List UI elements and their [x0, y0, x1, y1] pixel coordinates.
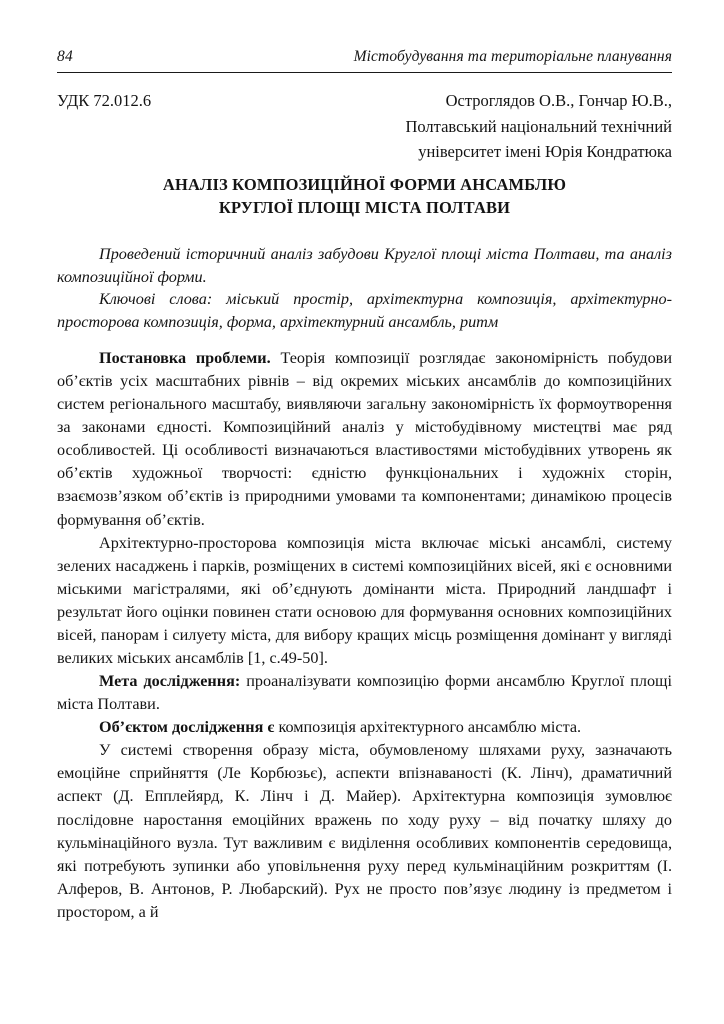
- article-title-line-1: АНАЛІЗ КОМПОЗИЦІЙНОЇ ФОРМИ АНСАМБЛЮ: [162, 175, 567, 194]
- paragraph-text-research-object: композиція архітектурного ансамблю міста.: [274, 718, 582, 737]
- running-head: [57, 48, 672, 65]
- article-title: [57, 173, 672, 220]
- paragraph-text-problem-statement: Теорія композиції розглядає закономірність побудови об’єктів усіх масштабних рівнів – від окремих міських ансамблів до композиційних систем регіонального масштабу, виявляючи загальну закономірність їх формоутворення за законами єдності. Композиційний аналіз у містобудівному мистецтві має ряд особливостей. Ці особливості визначаються властивостями містобудівних утворень як об’єктів художньої творчості: єдністю функціональних і художніх сторін, взаємозв’язком об’єктів із природними умовами та компонентами; динамікою процесів формування об’єктів.: [57, 349, 672, 529]
- institution-line-2: університет імені Юрія Кондратюка: [418, 142, 672, 162]
- abstract-summary: Проведений історичний аналіз забудови Круглої площі міста Полтави, та аналіз композиційної форми.: [57, 245, 672, 286]
- paragraph-text-research-aim: проаналізувати композицію форми ансамблю Круглої площі міста Полтави.: [57, 672, 672, 714]
- paragraph-research-object: [57, 716, 672, 739]
- article-title-line-2: КРУГЛОЇ ПЛОЩІ МІСТА ПОЛТАВИ: [218, 198, 511, 218]
- paragraph-lead-research-aim: Мета дослідження:: [99, 672, 241, 691]
- page-number: 84: [57, 48, 73, 65]
- body-text: [57, 347, 672, 924]
- keywords-line: Ключові слова: міський простір, архітектурна композиція, архітектурно-просторова композиція, форма, архітектурний ансамбль, ритм: [57, 290, 672, 332]
- paragraph-city-image-perception: У системі створення образу міста, обумовленому шляхами руху, зазначають емоційне сприйняття (Ле Корбюзьє), аспекти впізнаваності (К. Лінч), драматичний аспект (Д. Епплейярд, К. Лінч і Д. Майер). Архітектурна композиція зумовлює послідовне наростання емоційних вражень по ходу руху – від початку шляху до кульмінаційного вузла. Тут важливим є виділення особливих компонентів середовища, які потребують зупинки або уповільнення руху перед кульмінаційним розкриттям (І. Алферов, В. Антонов, Р. Любарский). Рух не просто пов’язує людину із предметом і простором, а й: [57, 741, 672, 921]
- paragraph-lead-research-object: Об’єктом дослідження є: [99, 718, 275, 737]
- header-divider-rule: [57, 72, 672, 73]
- paragraph-research-aim: [57, 670, 672, 716]
- paragraph-lead-problem-statement: Постановка проблеми.: [99, 349, 271, 367]
- udk-code: УДК 72.012.6: [57, 91, 152, 110]
- abstract-block: [57, 243, 672, 334]
- paragraph-spatial-composition: Архітектурно-просторова композиція міста включає міські ансамблі, систему зелених насаджень і парків, розміщених в системі композиційних вісей, які є основними міськими магістралями, які об’єднують домінанти міста. Природний ландшафт і результат його оцінки повинен стати основою для формування основних композиційних вісей, панорам і силуету міста, для вибору кращих місць розміщення домінант у вигляді великих міських ансамблів [1, с.49-50].: [57, 533, 672, 668]
- journal-title: Містобудування та територіальне планування: [353, 48, 672, 65]
- institution-line-1: Полтавський національний технічний: [405, 116, 672, 136]
- author-affiliation-block: [405, 88, 672, 165]
- paragraph-problem-statement: [57, 347, 672, 532]
- metadata-block: [57, 88, 672, 165]
- author-names: Остроглядов О.В., Гончар Ю.В.,: [445, 91, 672, 110]
